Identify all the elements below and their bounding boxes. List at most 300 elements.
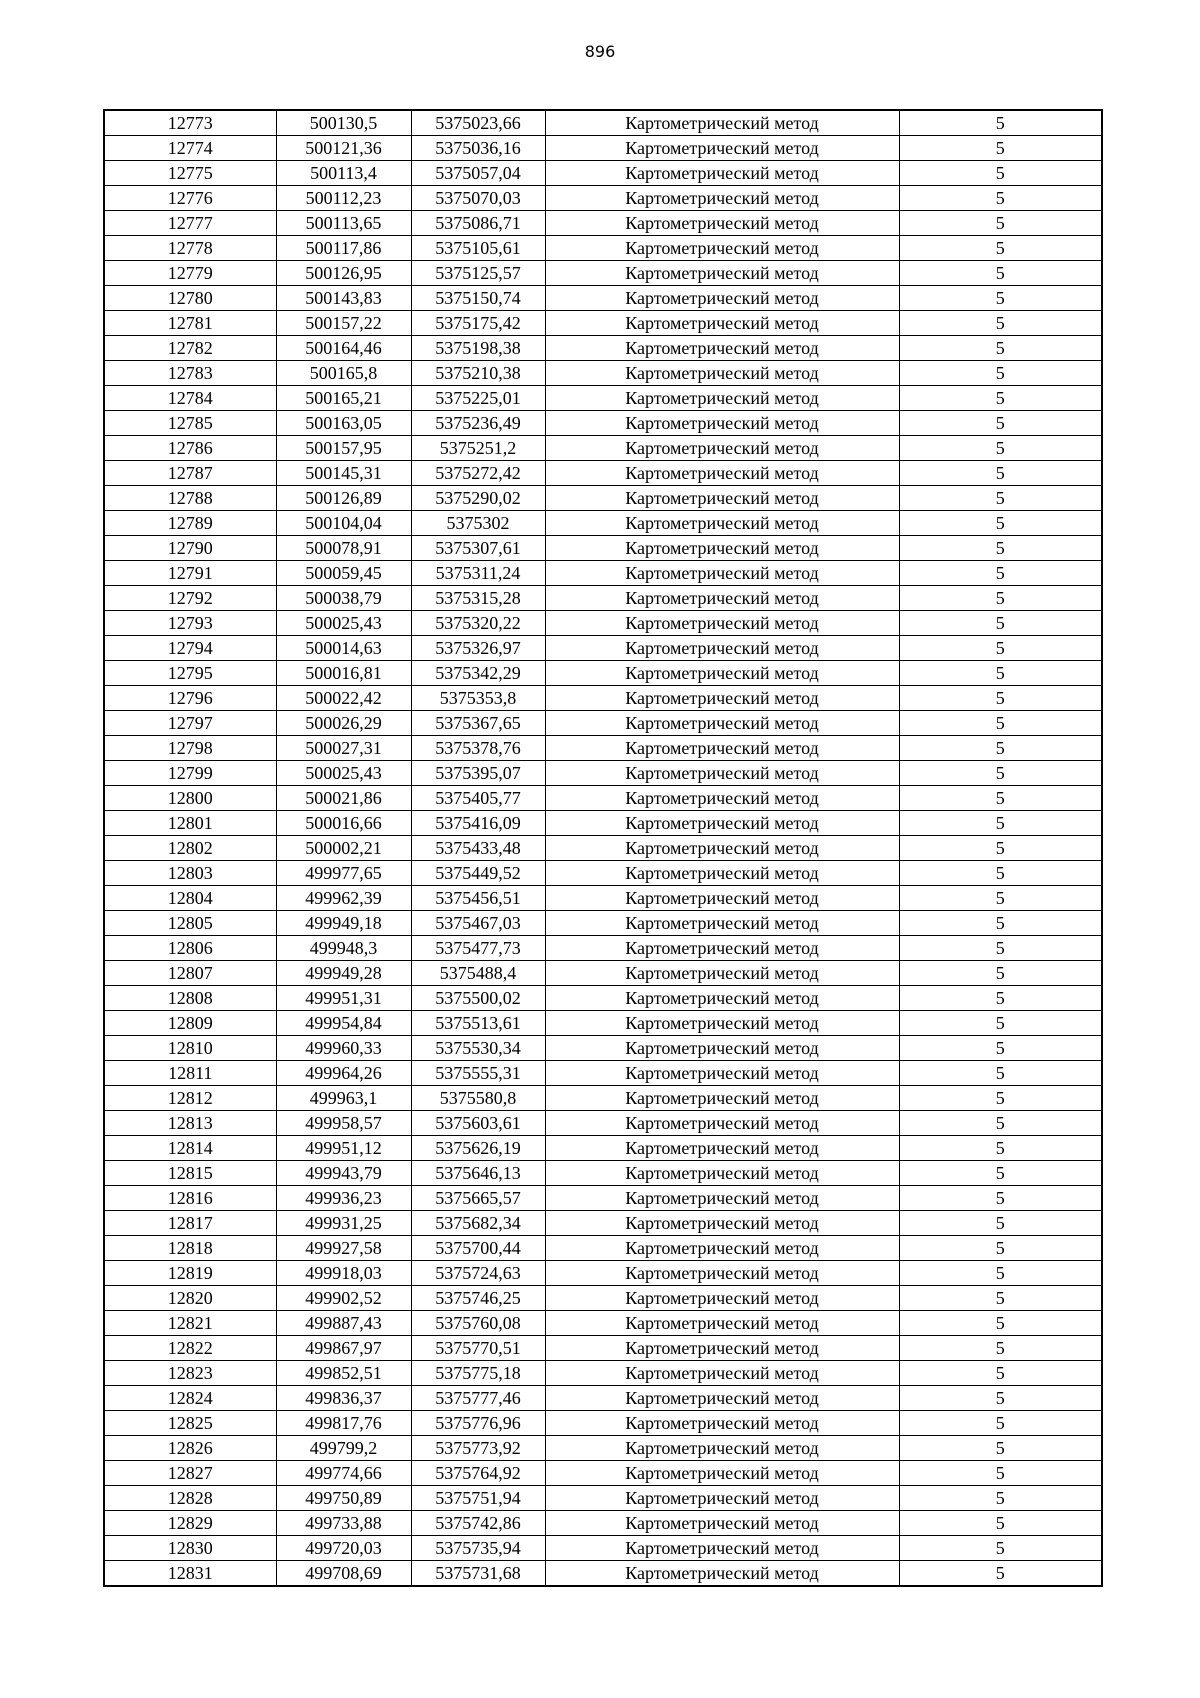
method-cell: Картометрический метод bbox=[545, 336, 899, 361]
accuracy-cell: 5 bbox=[899, 211, 1102, 236]
y-coordinate-cell: 5375225,01 bbox=[411, 386, 545, 411]
accuracy-cell: 5 bbox=[899, 136, 1102, 161]
method-cell: Картометрический метод bbox=[545, 686, 899, 711]
point-number-cell: 12789 bbox=[104, 511, 276, 536]
x-coordinate-cell: 500121,36 bbox=[276, 136, 411, 161]
coordinates-table bbox=[103, 109, 1103, 1587]
x-coordinate-cell: 499708,69 bbox=[276, 1561, 411, 1587]
accuracy-cell: 5 bbox=[899, 1086, 1102, 1111]
accuracy-cell: 5 bbox=[899, 1461, 1102, 1486]
table-row bbox=[104, 1236, 1102, 1261]
accuracy-cell: 5 bbox=[899, 1186, 1102, 1211]
accuracy-cell: 5 bbox=[899, 836, 1102, 861]
y-coordinate-cell: 5375416,09 bbox=[411, 811, 545, 836]
method-cell: Картометрический метод bbox=[545, 261, 899, 286]
method-cell: Картометрический метод bbox=[545, 1036, 899, 1061]
accuracy-cell: 5 bbox=[899, 486, 1102, 511]
point-number-cell: 12811 bbox=[104, 1061, 276, 1086]
accuracy-cell: 5 bbox=[899, 861, 1102, 886]
y-coordinate-cell: 5375150,74 bbox=[411, 286, 545, 311]
y-coordinate-cell: 5375775,18 bbox=[411, 1361, 545, 1386]
table-row bbox=[104, 486, 1102, 511]
accuracy-cell: 5 bbox=[899, 1011, 1102, 1036]
accuracy-cell: 5 bbox=[899, 1536, 1102, 1561]
point-number-cell: 12795 bbox=[104, 661, 276, 686]
y-coordinate-cell: 5375251,2 bbox=[411, 436, 545, 461]
x-coordinate-cell: 499960,33 bbox=[276, 1036, 411, 1061]
point-number-cell: 12797 bbox=[104, 711, 276, 736]
x-coordinate-cell: 499799,2 bbox=[276, 1436, 411, 1461]
method-cell: Картометрический метод bbox=[545, 236, 899, 261]
point-number-cell: 12799 bbox=[104, 761, 276, 786]
point-number-cell: 12818 bbox=[104, 1236, 276, 1261]
method-cell: Картометрический метод bbox=[545, 861, 899, 886]
method-cell: Картометрический метод bbox=[545, 1436, 899, 1461]
y-coordinate-cell: 5375405,77 bbox=[411, 786, 545, 811]
point-number-cell: 12783 bbox=[104, 361, 276, 386]
method-cell: Картометрический метод bbox=[545, 361, 899, 386]
y-coordinate-cell: 5375070,03 bbox=[411, 186, 545, 211]
y-coordinate-cell: 5375742,86 bbox=[411, 1511, 545, 1536]
accuracy-cell: 5 bbox=[899, 1361, 1102, 1386]
table-row bbox=[104, 836, 1102, 861]
y-coordinate-cell: 5375198,38 bbox=[411, 336, 545, 361]
point-number-cell: 12807 bbox=[104, 961, 276, 986]
point-number-cell: 12824 bbox=[104, 1386, 276, 1411]
y-coordinate-cell: 5375513,61 bbox=[411, 1011, 545, 1036]
table-row bbox=[104, 236, 1102, 261]
x-coordinate-cell: 500157,22 bbox=[276, 311, 411, 336]
x-coordinate-cell: 499733,88 bbox=[276, 1511, 411, 1536]
method-cell: Картометрический метод bbox=[545, 386, 899, 411]
y-coordinate-cell: 5375665,57 bbox=[411, 1186, 545, 1211]
x-coordinate-cell: 499951,31 bbox=[276, 986, 411, 1011]
x-coordinate-cell: 500059,45 bbox=[276, 561, 411, 586]
x-coordinate-cell: 500078,91 bbox=[276, 536, 411, 561]
y-coordinate-cell: 5375603,61 bbox=[411, 1111, 545, 1136]
x-coordinate-cell: 500112,23 bbox=[276, 186, 411, 211]
method-cell: Картометрический метод bbox=[545, 1336, 899, 1361]
table-row bbox=[104, 186, 1102, 211]
point-number-cell: 12819 bbox=[104, 1261, 276, 1286]
y-coordinate-cell: 5375580,8 bbox=[411, 1086, 545, 1111]
method-cell: Картометрический метод bbox=[545, 1411, 899, 1436]
table-row bbox=[104, 1336, 1102, 1361]
x-coordinate-cell: 499720,03 bbox=[276, 1536, 411, 1561]
x-coordinate-cell: 499867,97 bbox=[276, 1336, 411, 1361]
x-coordinate-cell: 500157,95 bbox=[276, 436, 411, 461]
table-row bbox=[104, 211, 1102, 236]
x-coordinate-cell: 499774,66 bbox=[276, 1461, 411, 1486]
x-coordinate-cell: 499962,39 bbox=[276, 886, 411, 911]
y-coordinate-cell: 5375236,49 bbox=[411, 411, 545, 436]
accuracy-cell: 5 bbox=[899, 536, 1102, 561]
point-number-cell: 12774 bbox=[104, 136, 276, 161]
x-coordinate-cell: 499750,89 bbox=[276, 1486, 411, 1511]
point-number-cell: 12790 bbox=[104, 536, 276, 561]
table-row bbox=[104, 511, 1102, 536]
y-coordinate-cell: 5375036,16 bbox=[411, 136, 545, 161]
y-coordinate-cell: 5375057,04 bbox=[411, 161, 545, 186]
point-number-cell: 12826 bbox=[104, 1436, 276, 1461]
point-number-cell: 12786 bbox=[104, 436, 276, 461]
x-coordinate-cell: 499951,12 bbox=[276, 1136, 411, 1161]
x-coordinate-cell: 499964,26 bbox=[276, 1061, 411, 1086]
x-coordinate-cell: 500002,21 bbox=[276, 836, 411, 861]
method-cell: Картометрический метод bbox=[545, 911, 899, 936]
accuracy-cell: 5 bbox=[899, 1311, 1102, 1336]
x-coordinate-cell: 499927,58 bbox=[276, 1236, 411, 1261]
x-coordinate-cell: 499902,52 bbox=[276, 1286, 411, 1311]
method-cell: Картометрический метод bbox=[545, 1161, 899, 1186]
y-coordinate-cell: 5375682,34 bbox=[411, 1211, 545, 1236]
x-coordinate-cell: 500104,04 bbox=[276, 511, 411, 536]
method-cell: Картометрический метод bbox=[545, 661, 899, 686]
method-cell: Картометрический метод bbox=[545, 1111, 899, 1136]
x-coordinate-cell: 500016,81 bbox=[276, 661, 411, 686]
table-row bbox=[104, 736, 1102, 761]
accuracy-cell: 5 bbox=[899, 161, 1102, 186]
x-coordinate-cell: 500014,63 bbox=[276, 636, 411, 661]
x-coordinate-cell: 500113,4 bbox=[276, 161, 411, 186]
point-number-cell: 12804 bbox=[104, 886, 276, 911]
point-number-cell: 12793 bbox=[104, 611, 276, 636]
y-coordinate-cell: 5375315,28 bbox=[411, 586, 545, 611]
table-row bbox=[104, 286, 1102, 311]
point-number-cell: 12773 bbox=[104, 110, 276, 136]
table-row bbox=[104, 436, 1102, 461]
method-cell: Картометрический метод bbox=[545, 136, 899, 161]
table-row bbox=[104, 1311, 1102, 1336]
point-number-cell: 12803 bbox=[104, 861, 276, 886]
accuracy-cell: 5 bbox=[899, 311, 1102, 336]
point-number-cell: 12782 bbox=[104, 336, 276, 361]
x-coordinate-cell: 499954,84 bbox=[276, 1011, 411, 1036]
table-row bbox=[104, 661, 1102, 686]
x-coordinate-cell: 500130,5 bbox=[276, 110, 411, 136]
y-coordinate-cell: 5375326,97 bbox=[411, 636, 545, 661]
point-number-cell: 12802 bbox=[104, 836, 276, 861]
table-row bbox=[104, 1011, 1102, 1036]
point-number-cell: 12777 bbox=[104, 211, 276, 236]
table-row bbox=[104, 1461, 1102, 1486]
method-cell: Картометрический метод bbox=[545, 986, 899, 1011]
table-row bbox=[104, 811, 1102, 836]
x-coordinate-cell: 499936,23 bbox=[276, 1186, 411, 1211]
y-coordinate-cell: 5375320,22 bbox=[411, 611, 545, 636]
method-cell: Картометрический метод bbox=[545, 286, 899, 311]
method-cell: Картометрический метод bbox=[545, 586, 899, 611]
accuracy-cell: 5 bbox=[899, 261, 1102, 286]
point-number-cell: 12830 bbox=[104, 1536, 276, 1561]
y-coordinate-cell: 5375500,02 bbox=[411, 986, 545, 1011]
accuracy-cell: 5 bbox=[899, 886, 1102, 911]
table-row bbox=[104, 1186, 1102, 1211]
method-cell: Картометрический метод bbox=[545, 1511, 899, 1536]
x-coordinate-cell: 499949,28 bbox=[276, 961, 411, 986]
method-cell: Картометрический метод bbox=[545, 1011, 899, 1036]
table-row bbox=[104, 611, 1102, 636]
method-cell: Картометрический метод bbox=[545, 311, 899, 336]
table-row bbox=[104, 1136, 1102, 1161]
method-cell: Картометрический метод bbox=[545, 1561, 899, 1587]
table-row bbox=[104, 1486, 1102, 1511]
y-coordinate-cell: 5375467,03 bbox=[411, 911, 545, 936]
method-cell: Картометрический метод bbox=[545, 886, 899, 911]
point-number-cell: 12787 bbox=[104, 461, 276, 486]
accuracy-cell: 5 bbox=[899, 436, 1102, 461]
method-cell: Картометрический метод bbox=[545, 1361, 899, 1386]
accuracy-cell: 5 bbox=[899, 611, 1102, 636]
x-coordinate-cell: 500145,31 bbox=[276, 461, 411, 486]
y-coordinate-cell: 5375555,31 bbox=[411, 1061, 545, 1086]
point-number-cell: 12829 bbox=[104, 1511, 276, 1536]
accuracy-cell: 5 bbox=[899, 511, 1102, 536]
method-cell: Картометрический метод bbox=[545, 1261, 899, 1286]
accuracy-cell: 5 bbox=[899, 761, 1102, 786]
x-coordinate-cell: 500163,05 bbox=[276, 411, 411, 436]
x-coordinate-cell: 500117,86 bbox=[276, 236, 411, 261]
accuracy-cell: 5 bbox=[899, 636, 1102, 661]
method-cell: Картометрический метод bbox=[545, 561, 899, 586]
point-number-cell: 12814 bbox=[104, 1136, 276, 1161]
method-cell: Картометрический метод bbox=[545, 786, 899, 811]
method-cell: Картометрический метод bbox=[545, 186, 899, 211]
point-number-cell: 12821 bbox=[104, 1311, 276, 1336]
table-row bbox=[104, 1411, 1102, 1436]
accuracy-cell: 5 bbox=[899, 236, 1102, 261]
accuracy-cell: 5 bbox=[899, 1236, 1102, 1261]
x-coordinate-cell: 499836,37 bbox=[276, 1386, 411, 1411]
table-row bbox=[104, 711, 1102, 736]
point-number-cell: 12828 bbox=[104, 1486, 276, 1511]
accuracy-cell: 5 bbox=[899, 1061, 1102, 1086]
table-row bbox=[104, 1261, 1102, 1286]
y-coordinate-cell: 5375477,73 bbox=[411, 936, 545, 961]
accuracy-cell: 5 bbox=[899, 1211, 1102, 1236]
table-row bbox=[104, 110, 1102, 136]
method-cell: Картометрический метод bbox=[545, 486, 899, 511]
method-cell: Картометрический метод bbox=[545, 1311, 899, 1336]
x-coordinate-cell: 500022,42 bbox=[276, 686, 411, 711]
x-coordinate-cell: 500165,8 bbox=[276, 361, 411, 386]
accuracy-cell: 5 bbox=[899, 461, 1102, 486]
y-coordinate-cell: 5375735,94 bbox=[411, 1536, 545, 1561]
method-cell: Картометрический метод bbox=[545, 1061, 899, 1086]
table-row bbox=[104, 411, 1102, 436]
accuracy-cell: 5 bbox=[899, 711, 1102, 736]
accuracy-cell: 5 bbox=[899, 186, 1102, 211]
accuracy-cell: 5 bbox=[899, 811, 1102, 836]
method-cell: Картометрический метод bbox=[545, 1236, 899, 1261]
x-coordinate-cell: 500126,95 bbox=[276, 261, 411, 286]
table-row bbox=[104, 561, 1102, 586]
table-row bbox=[104, 161, 1102, 186]
x-coordinate-cell: 499963,1 bbox=[276, 1086, 411, 1111]
accuracy-cell: 5 bbox=[899, 661, 1102, 686]
table-row bbox=[104, 311, 1102, 336]
table-row bbox=[104, 761, 1102, 786]
x-coordinate-cell: 499931,25 bbox=[276, 1211, 411, 1236]
table-row bbox=[104, 1361, 1102, 1386]
point-number-cell: 12800 bbox=[104, 786, 276, 811]
y-coordinate-cell: 5375353,8 bbox=[411, 686, 545, 711]
x-coordinate-cell: 499977,65 bbox=[276, 861, 411, 886]
y-coordinate-cell: 5375777,46 bbox=[411, 1386, 545, 1411]
y-coordinate-cell: 5375530,34 bbox=[411, 1036, 545, 1061]
table-row bbox=[104, 136, 1102, 161]
table-row bbox=[104, 936, 1102, 961]
point-number-cell: 12784 bbox=[104, 386, 276, 411]
y-coordinate-cell: 5375751,94 bbox=[411, 1486, 545, 1511]
method-cell: Картометрический метод bbox=[545, 1386, 899, 1411]
table-row bbox=[104, 1536, 1102, 1561]
method-cell: Картометрический метод bbox=[545, 1086, 899, 1111]
point-number-cell: 12817 bbox=[104, 1211, 276, 1236]
point-number-cell: 12825 bbox=[104, 1411, 276, 1436]
table-row bbox=[104, 686, 1102, 711]
table-row bbox=[104, 636, 1102, 661]
y-coordinate-cell: 5375776,96 bbox=[411, 1411, 545, 1436]
point-number-cell: 12776 bbox=[104, 186, 276, 211]
x-coordinate-cell: 500143,83 bbox=[276, 286, 411, 311]
y-coordinate-cell: 5375307,61 bbox=[411, 536, 545, 561]
accuracy-cell: 5 bbox=[899, 1136, 1102, 1161]
x-coordinate-cell: 500025,43 bbox=[276, 611, 411, 636]
method-cell: Картометрический метод bbox=[545, 761, 899, 786]
method-cell: Картометрический метод bbox=[545, 736, 899, 761]
accuracy-cell: 5 bbox=[899, 1161, 1102, 1186]
accuracy-cell: 5 bbox=[899, 736, 1102, 761]
point-number-cell: 12810 bbox=[104, 1036, 276, 1061]
method-cell: Картометрический метод bbox=[545, 1461, 899, 1486]
y-coordinate-cell: 5375302 bbox=[411, 511, 545, 536]
table-row bbox=[104, 1161, 1102, 1186]
point-number-cell: 12813 bbox=[104, 1111, 276, 1136]
table-row bbox=[104, 911, 1102, 936]
accuracy-cell: 5 bbox=[899, 110, 1102, 136]
page-number: 896 bbox=[584, 42, 616, 61]
table-row bbox=[104, 586, 1102, 611]
accuracy-cell: 5 bbox=[899, 411, 1102, 436]
accuracy-cell: 5 bbox=[899, 386, 1102, 411]
table-row bbox=[104, 886, 1102, 911]
table-row bbox=[104, 386, 1102, 411]
table-row bbox=[104, 536, 1102, 561]
point-number-cell: 12785 bbox=[104, 411, 276, 436]
point-number-cell: 12809 bbox=[104, 1011, 276, 1036]
coordinates-table-body bbox=[104, 110, 1102, 1586]
method-cell: Картометрический метод bbox=[545, 711, 899, 736]
point-number-cell: 12792 bbox=[104, 586, 276, 611]
method-cell: Картометрический метод bbox=[545, 811, 899, 836]
accuracy-cell: 5 bbox=[899, 1561, 1102, 1587]
x-coordinate-cell: 499887,43 bbox=[276, 1311, 411, 1336]
x-coordinate-cell: 499948,3 bbox=[276, 936, 411, 961]
y-coordinate-cell: 5375367,65 bbox=[411, 711, 545, 736]
method-cell: Картометрический метод bbox=[545, 511, 899, 536]
point-number-cell: 12806 bbox=[104, 936, 276, 961]
table-row bbox=[104, 1111, 1102, 1136]
table-row bbox=[104, 1386, 1102, 1411]
point-number-cell: 12820 bbox=[104, 1286, 276, 1311]
y-coordinate-cell: 5375272,42 bbox=[411, 461, 545, 486]
y-coordinate-cell: 5375746,25 bbox=[411, 1286, 545, 1311]
table-row bbox=[104, 1036, 1102, 1061]
y-coordinate-cell: 5375646,13 bbox=[411, 1161, 545, 1186]
method-cell: Картометрический метод bbox=[545, 161, 899, 186]
method-cell: Картометрический метод bbox=[545, 1186, 899, 1211]
accuracy-cell: 5 bbox=[899, 1286, 1102, 1311]
y-coordinate-cell: 5375770,51 bbox=[411, 1336, 545, 1361]
point-number-cell: 12822 bbox=[104, 1336, 276, 1361]
x-coordinate-cell: 500126,89 bbox=[276, 486, 411, 511]
x-coordinate-cell: 500026,29 bbox=[276, 711, 411, 736]
table-row bbox=[104, 261, 1102, 286]
point-number-cell: 12794 bbox=[104, 636, 276, 661]
table-row bbox=[104, 361, 1102, 386]
point-number-cell: 12801 bbox=[104, 811, 276, 836]
accuracy-cell: 5 bbox=[899, 686, 1102, 711]
point-number-cell: 12823 bbox=[104, 1361, 276, 1386]
method-cell: Картометрический метод bbox=[545, 110, 899, 136]
table-row bbox=[104, 461, 1102, 486]
x-coordinate-cell: 499943,79 bbox=[276, 1161, 411, 1186]
method-cell: Картометрический метод bbox=[545, 636, 899, 661]
accuracy-cell: 5 bbox=[899, 286, 1102, 311]
y-coordinate-cell: 5375724,63 bbox=[411, 1261, 545, 1286]
table-row bbox=[104, 1211, 1102, 1236]
point-number-cell: 12808 bbox=[104, 986, 276, 1011]
y-coordinate-cell: 5375449,52 bbox=[411, 861, 545, 886]
y-coordinate-cell: 5375626,19 bbox=[411, 1136, 545, 1161]
point-number-cell: 12805 bbox=[104, 911, 276, 936]
method-cell: Картометрический метод bbox=[545, 1286, 899, 1311]
table-row bbox=[104, 1286, 1102, 1311]
table-row bbox=[104, 861, 1102, 886]
x-coordinate-cell: 499918,03 bbox=[276, 1261, 411, 1286]
accuracy-cell: 5 bbox=[899, 1486, 1102, 1511]
x-coordinate-cell: 500027,31 bbox=[276, 736, 411, 761]
accuracy-cell: 5 bbox=[899, 986, 1102, 1011]
accuracy-cell: 5 bbox=[899, 586, 1102, 611]
point-number-cell: 12815 bbox=[104, 1161, 276, 1186]
accuracy-cell: 5 bbox=[899, 786, 1102, 811]
y-coordinate-cell: 5375125,57 bbox=[411, 261, 545, 286]
method-cell: Картометрический метод bbox=[545, 611, 899, 636]
x-coordinate-cell: 500113,65 bbox=[276, 211, 411, 236]
x-coordinate-cell: 499949,18 bbox=[276, 911, 411, 936]
x-coordinate-cell: 499852,51 bbox=[276, 1361, 411, 1386]
table-row bbox=[104, 786, 1102, 811]
table-row bbox=[104, 961, 1102, 986]
table-row bbox=[104, 336, 1102, 361]
x-coordinate-cell: 499958,57 bbox=[276, 1111, 411, 1136]
x-coordinate-cell: 500165,21 bbox=[276, 386, 411, 411]
y-coordinate-cell: 5375311,24 bbox=[411, 561, 545, 586]
x-coordinate-cell: 500021,86 bbox=[276, 786, 411, 811]
point-number-cell: 12781 bbox=[104, 311, 276, 336]
point-number-cell: 12798 bbox=[104, 736, 276, 761]
method-cell: Картометрический метод bbox=[545, 411, 899, 436]
method-cell: Картометрический метод bbox=[545, 936, 899, 961]
point-number-cell: 12779 bbox=[104, 261, 276, 286]
method-cell: Картометрический метод bbox=[545, 1136, 899, 1161]
point-number-cell: 12831 bbox=[104, 1561, 276, 1587]
y-coordinate-cell: 5375210,38 bbox=[411, 361, 545, 386]
table-row bbox=[104, 986, 1102, 1011]
y-coordinate-cell: 5375731,68 bbox=[411, 1561, 545, 1587]
